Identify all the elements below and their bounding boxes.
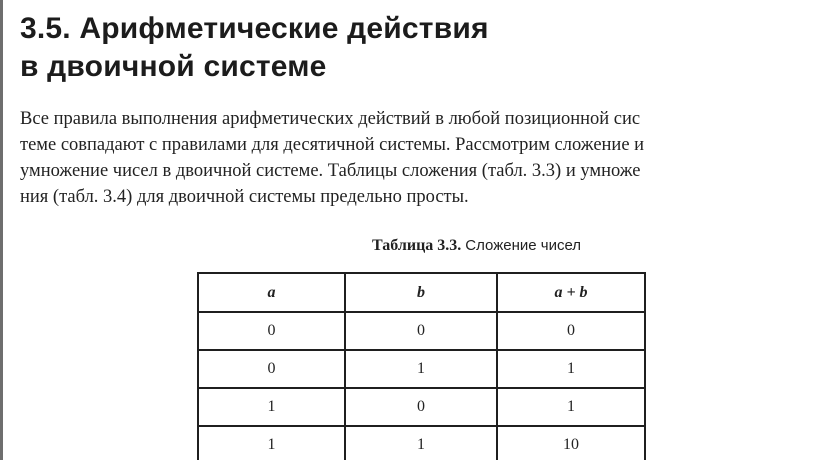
table-cell: 0 [497, 312, 645, 350]
table-cell: 1 [198, 426, 345, 460]
table-row [198, 350, 645, 388]
paragraph-line: ния (табл. 3.4) для двоичной системы предельно просты. [20, 187, 469, 207]
table-cell: 1 [497, 388, 645, 426]
paragraph-line: теме совпадают с правилами для десятичной системы. Рассмотрим сложение и [20, 135, 645, 155]
section-heading-line-2: в двоичной системе [20, 50, 327, 83]
table-caption-label: Таблица 3.3. [372, 237, 462, 254]
paragraph-line: умножение чисел в двоичной системе. Таблицы сложения (табл. 3.3) и умноже [20, 161, 641, 181]
body-paragraph [20, 106, 816, 210]
table-header-row [198, 273, 645, 312]
table-cell: 1 [497, 350, 645, 388]
table-row [198, 426, 645, 460]
table-cell: 1 [345, 350, 497, 388]
column-header-a: a [198, 273, 345, 312]
table-cell: 0 [345, 388, 497, 426]
addition-table [197, 272, 646, 460]
table-row [198, 312, 645, 350]
table-cell: 0 [345, 312, 497, 350]
table-cell: 1 [198, 388, 345, 426]
table-cell: 0 [198, 350, 345, 388]
section-heading [20, 10, 489, 86]
section-heading-line-1: 3.5. Арифметические действия [20, 12, 489, 45]
table-cell: 0 [198, 312, 345, 350]
column-header-b: b [345, 273, 497, 312]
table-caption-text: Сложение чисел [465, 237, 582, 254]
column-header-sum: a + b [497, 273, 645, 312]
left-margin-rule [0, 0, 3, 460]
table-cell: 1 [345, 426, 497, 460]
paragraph-line: Все правила выполнения арифметических действий в любой позиционной сис [20, 109, 641, 129]
table-cell: 10 [497, 426, 645, 460]
table-caption [372, 236, 581, 256]
table-row [198, 388, 645, 426]
